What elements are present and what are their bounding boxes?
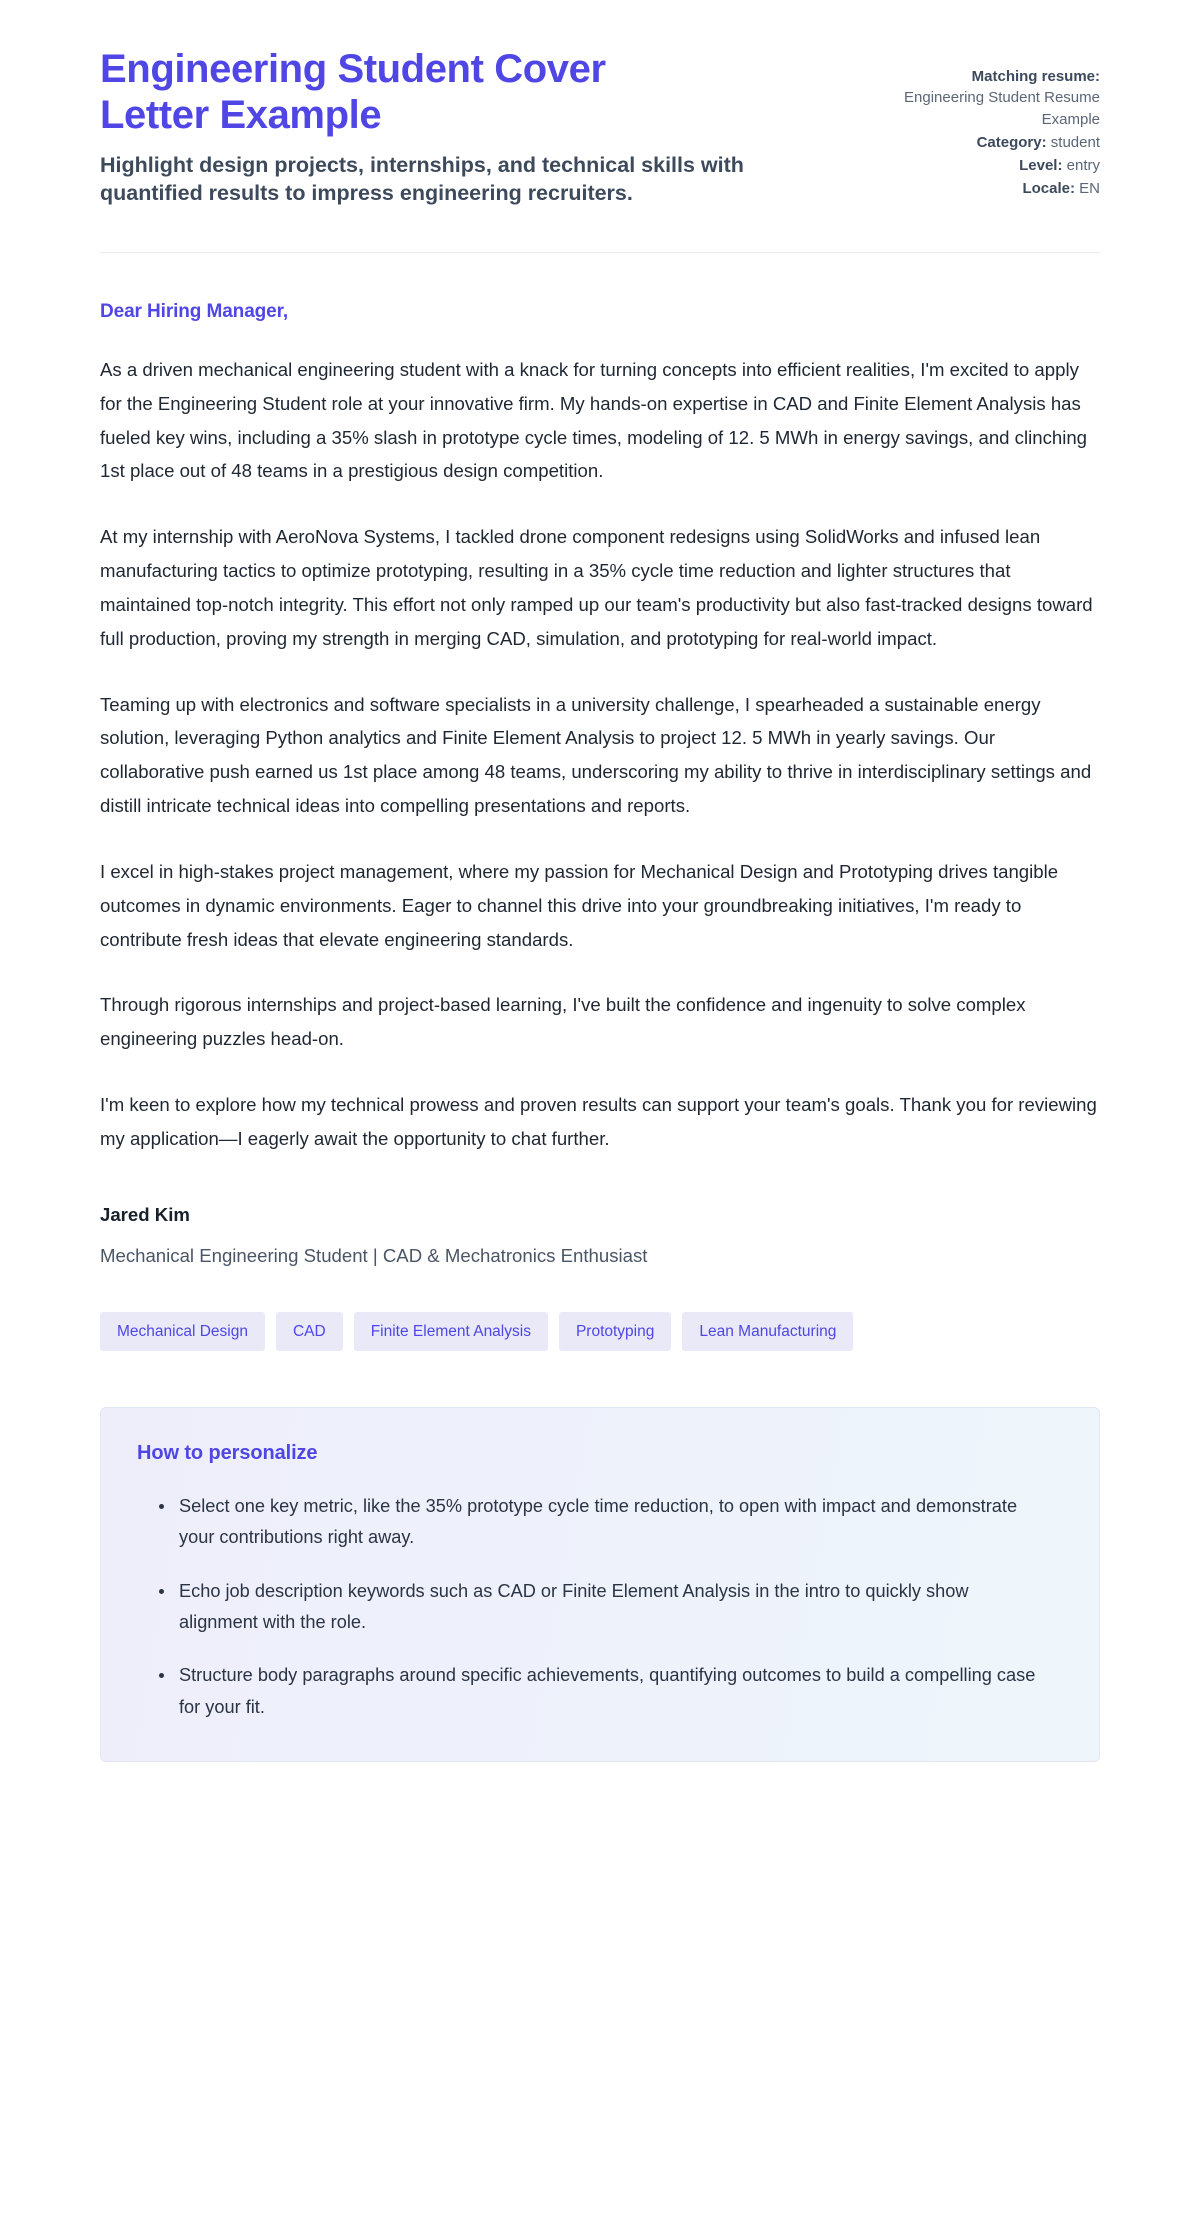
skill-tag[interactable]: CAD (276, 1312, 343, 1352)
letter-paragraph: As a driven mechanical engineering student with a knack for turning concepts into efficient realities, I'm excited to apply for the Engineering Student role at your innovative firm. My hands-on expertise in CAD and Finite Element Analysis has fueled key wins, including a 35% slash in prototype cycle times, modeling of 12. 5 MWh in energy savings, and clinching 1st place out of 48 teams in a prestigious design competition. (100, 358, 1088, 482)
letter-greeting: Dear Hiring Manager, (100, 300, 289, 322)
personalize-tip-item: Structure body paragraphs around specific achievements, quantifying outcomes to build a compelling case for your fit. (159, 1660, 1049, 1723)
meta-matching-resume-value[interactable]: Engineering Student Resume Example (904, 89, 1100, 128)
header-text-block (100, 46, 820, 208)
letter-paragraph: Through rigorous internships and project-based learning, I've built the confidence and ingenuity to solve complex engineering puzzles head-on. (100, 994, 1026, 1050)
skill-tag[interactable]: Mechanical Design (100, 1312, 265, 1352)
meta-level-label: Level: (1019, 157, 1063, 175)
signature-name: Jared Kim (100, 1203, 190, 1225)
meta-level-value: entry (1066, 157, 1100, 175)
letter-paragraph: I excel in high-stakes project management, where my passion for Mechanical Design and Prototyping drives tangible outcomes in dynamic environments. Eager to channel this drive into your groundbreaking initiatives, I'm ready to contribute fresh ideas that elevate engineering standards. (100, 860, 1059, 950)
letter-paragraph: Teaming up with electronics and software specialists in a university challenge, I spearheaded a sustainable energy solution, leveraging Python analytics and Finite Element Analysis to project 12. 5 MWh in yearly savings. Our collaborative push earned us 1st place among 48 teams, underscoring my ability to thrive in interdisciplinary settings and distill intricate technical ideas into compelling presentations and reports. (100, 693, 1092, 817)
meta-locale-value: EN (1079, 180, 1100, 198)
letter-paragraph: I'm keen to explore how my technical prowess and proven results can support your team's goals. Thank you for reviewing my application—I eagerly await the opportunity to chat further. (100, 1094, 1097, 1149)
meta-category (885, 132, 1100, 153)
personalize-callout-title: How to personalize (137, 1442, 318, 1465)
skill-tag-list (100, 1312, 1100, 1352)
meta-level (885, 155, 1100, 176)
meta-category-value: student (1050, 133, 1100, 151)
skill-tag[interactable]: Finite Element Analysis (354, 1312, 548, 1352)
skill-tag[interactable]: Prototyping (559, 1312, 671, 1352)
letter-paragraphs (100, 353, 1100, 1156)
meta-locale (885, 178, 1100, 199)
meta-locale-label: Locale: (1022, 180, 1075, 198)
letter-paragraph: At my internship with AeroNova Systems, I tackled drone component redesigns using SolidWorks and infused lean manufacturing tactics to optimize prototyping, resulting in a 35% cycle time reduction and lighter structures that maintained top-notch integrity. This effort not only ramped up our team's productivity but also fast-tracked designs toward full production, proving my strength in merging CAD, simulation, and prototyping for real-world impact. (100, 526, 1093, 649)
document-metadata (885, 46, 1100, 200)
meta-category-label: Category: (976, 133, 1047, 151)
meta-matching-resume (885, 66, 1100, 130)
meta-matching-resume-label: Matching resume: (971, 68, 1100, 85)
personalize-tip-item: Select one key metric, like the 35% prototype cycle time reduction, to open with impact and demonstrate your contributions right away. (159, 1491, 1049, 1554)
skill-tag[interactable]: Lean Manufacturing (682, 1312, 853, 1352)
personalize-callout (100, 1407, 1100, 1762)
page-header (100, 46, 1100, 208)
cover-letter-body (100, 253, 1100, 1762)
signature-tagline: Mechanical Engineering Student | CAD & Mechatronics Enthusiast (100, 1244, 648, 1266)
personalize-tip-item: Echo job description keywords such as CAD or Finite Element Analysis in the intro to quickly show alignment with the role. (159, 1576, 1049, 1639)
signature-block (100, 1204, 1100, 1270)
personalize-tip-list (137, 1491, 1063, 1723)
page-title: Engineering Student Cover Letter Example (100, 47, 606, 138)
page-subtitle: Highlight design projects, internships, and technical skills with quantified results to impress engineering recruiters. (100, 152, 744, 206)
